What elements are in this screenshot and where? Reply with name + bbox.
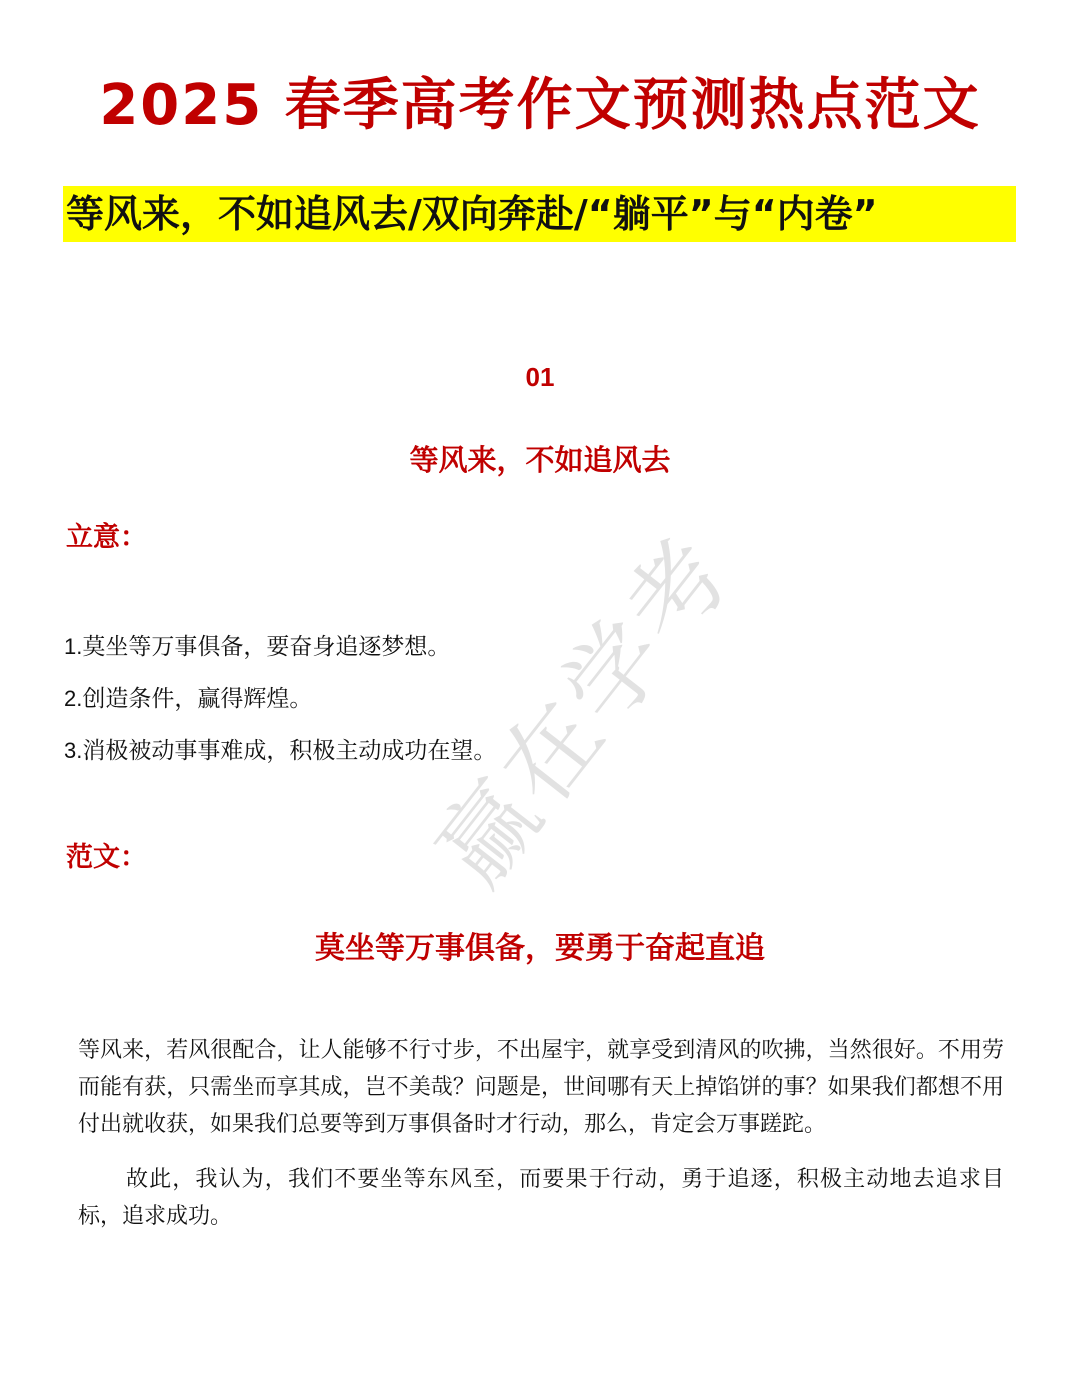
essay-paragraph: 故此，我认为，我们不要坐等东风至，而要果于行动，勇于追逐，积极主动地去追求目标，追求成功。: [78, 1167, 1004, 1229]
list-item-number: 2.: [64, 686, 83, 711]
list-item-text: 消极被动事事难成，积极主动成功在望。: [82, 738, 497, 764]
essay-title: 莫坐等万事俱备，要勇于奋起直追: [315, 931, 765, 966]
watermark-text: 赢在学考: [415, 514, 755, 906]
list-item-text: 莫坐等万事俱备，要奋身追逐梦想。: [82, 634, 451, 660]
page-title: 2025 春季高考作文预测热点范文: [99, 73, 981, 138]
section-number: 01: [525, 362, 555, 392]
list-item-text: 创造条件，赢得辉煌。: [82, 686, 313, 712]
list-item-number: 1.: [64, 634, 83, 659]
section-heading: 等风来，不如追风去: [409, 443, 671, 477]
list-item: [64, 628, 964, 665]
list-item-number: 3.: [64, 738, 83, 763]
list-item: [64, 680, 964, 717]
page-subtitle: 等风来，不如追风去/双向奔赴/“躺平”与“内卷”: [66, 192, 878, 236]
essay-body: [78, 1032, 1004, 1253]
list-item: [64, 732, 964, 769]
essay-label: 范文：: [66, 842, 147, 873]
theme-list: [64, 628, 964, 784]
essay-paragraph: 等风来，若风很配合，让人能够不行寸步，不出屋宇，就享受到清风的吹拂，当然很好。不用劳而能有获，只需坐而享其成，岂不美哉？问题是，世间哪有天上掉馅饼的事？如果我们都想不用付出就收获，如果我们总要等到万事俱备时才行动，那么，肯定会万事蹉跎。: [78, 1038, 1004, 1137]
theme-label: 立意：: [66, 522, 147, 553]
